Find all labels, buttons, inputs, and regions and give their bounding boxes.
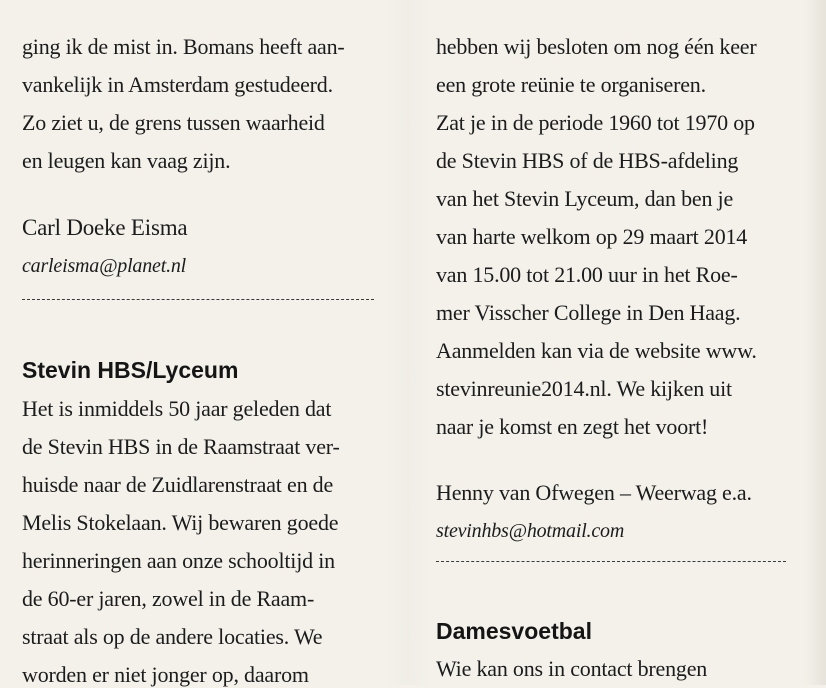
text-line: van het Stevin Lyceum, dan ben je <box>436 186 734 211</box>
text-line: straat als op de andere locaties. We <box>22 624 323 649</box>
text-line: mer Visscher College in Den Haag. <box>436 300 741 325</box>
author-name: Henny van Ofwegen – Weerwag e.a. <box>436 480 752 505</box>
text-line: ging ik de mist in. Bomans heeft aan- <box>22 34 345 59</box>
text-line: stevinreunie2014.nl. We kijken uit <box>436 376 732 401</box>
text-line: de Stevin HBS in de Raamstraat ver- <box>22 434 340 459</box>
column-gutter <box>384 0 432 685</box>
text-line: naar je komst en zegt het voort! <box>436 414 709 439</box>
text-line: huisde naar de Zuidlarenstraat en de <box>22 472 334 497</box>
author-email[interactable]: stevinhbs@hotmail.com <box>436 520 625 542</box>
section-heading: Stevin HBS/Lyceum <box>22 357 239 383</box>
text-line: hebben wij besloten om nog één keer <box>436 34 757 59</box>
text-line: van harte welkom op 29 maart 2014 <box>436 224 748 249</box>
page-edge <box>804 0 826 685</box>
text-line: en leugen kan vaag zijn. <box>22 148 231 173</box>
text-line: de Stevin HBS of de HBS-afdeling <box>436 148 739 173</box>
section-divider <box>22 299 374 300</box>
text-line: Wie kan ons in contact brengen <box>436 656 708 681</box>
text-line: van 15.00 tot 21.00 uur in het Roe- <box>436 262 738 287</box>
author-name: Carl Doeke Eisma <box>22 215 188 240</box>
text-line: Zat je in de periode 1960 tot 1970 op <box>436 110 755 135</box>
text-line: een grote reünie te organiseren. <box>436 72 706 97</box>
text-line: worden er niet jonger op, daarom <box>22 662 309 687</box>
text-line: Melis Stokelaan. Wij bewaren goede <box>22 510 339 535</box>
text-line: de 60-er jaren, zowel in de Raam- <box>22 586 315 611</box>
section-heading: Damesvoetbal <box>436 618 592 644</box>
text-line: Zo ziet u, de grens tussen waarheid <box>22 110 325 135</box>
text-line: vankelijk in Amsterdam gestudeerd. <box>22 72 333 97</box>
text-line: Het is inmiddels 50 jaar geleden dat <box>22 396 332 421</box>
author-email[interactable]: carleisma@planet.nl <box>22 255 187 277</box>
section-divider <box>436 561 786 562</box>
text-line: herinneringen aan onze schooltijd in <box>22 548 335 573</box>
text-line: Aanmelden kan via de website www. <box>436 338 757 363</box>
